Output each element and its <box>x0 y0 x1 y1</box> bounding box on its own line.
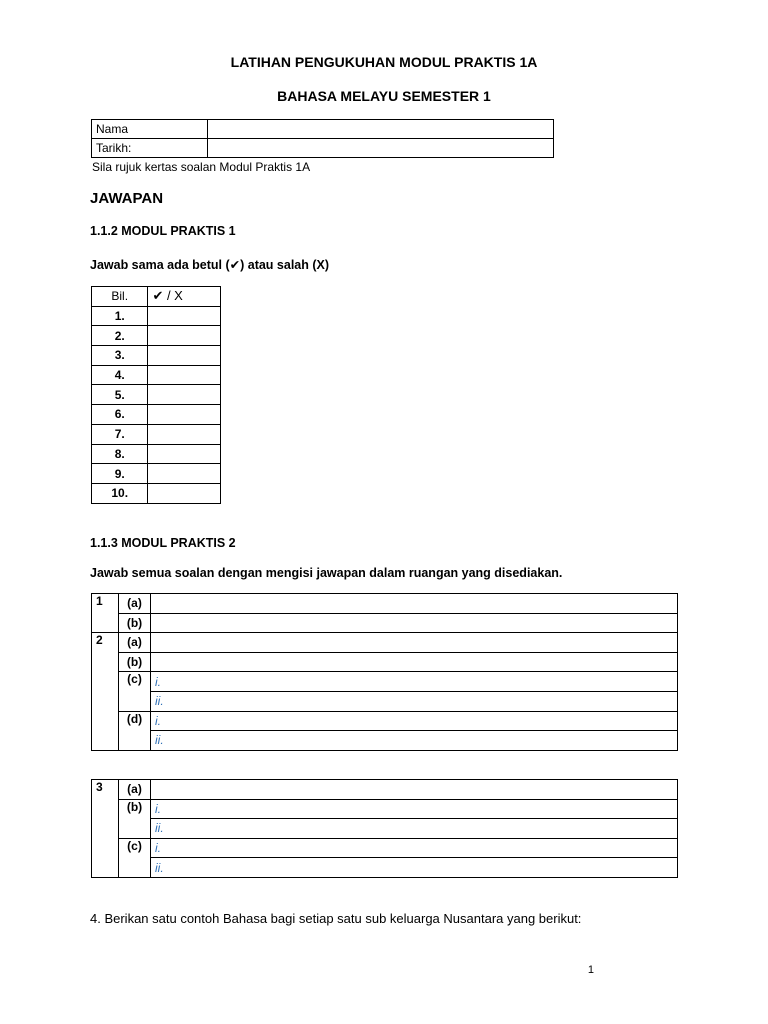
row-number: 7. <box>92 424 148 444</box>
answer-cell-roman[interactable]: ii. <box>151 858 678 878</box>
answer-cell-roman[interactable]: ii. <box>151 691 678 711</box>
answer-cell[interactable] <box>148 444 221 464</box>
question-number: 3 <box>92 780 119 878</box>
answer-cell[interactable] <box>151 594 678 614</box>
col-bil-header: Bil. <box>92 287 148 307</box>
answer-cell-roman[interactable]: i. <box>151 838 678 858</box>
answer-table-q1-q2 <box>91 593 678 751</box>
tarikh-field[interactable] <box>208 139 554 158</box>
page-title: LATIHAN PENGUKUHAN MODUL PRAKTIS 1A <box>230 54 538 70</box>
sub-label: (c) <box>119 672 151 711</box>
question-4: 4. Berikan satu contoh Bahasa bagi setiap satu sub keluarga Nusantara yang berikut: <box>90 911 582 926</box>
info-table <box>91 119 554 158</box>
sub-label: (a) <box>119 780 151 800</box>
section2-heading: 1.1.3 MODUL PRAKTIS 2 <box>90 536 236 550</box>
row-number: 8. <box>92 444 148 464</box>
section1-heading: 1.1.2 MODUL PRAKTIS 1 <box>90 224 236 238</box>
answer-cell[interactable] <box>151 613 678 633</box>
row-number: 5. <box>92 385 148 405</box>
answer-cell[interactable] <box>148 326 221 346</box>
page-subtitle: BAHASA MELAYU SEMESTER 1 <box>277 88 491 104</box>
answer-cell[interactable] <box>148 424 221 444</box>
col-mark-header: ✔ / X <box>148 287 221 307</box>
section2-instruction: Jawab semua soalan dengan mengisi jawapan dalam ruangan yang disediakan. <box>90 566 563 580</box>
betul-salah-table <box>91 286 221 504</box>
row-number: 9. <box>92 464 148 484</box>
sub-label: (a) <box>119 594 151 614</box>
row-number: 10. <box>92 483 148 503</box>
answer-cell[interactable] <box>151 633 678 653</box>
sub-label: (b) <box>119 799 151 838</box>
answer-cell-roman[interactable]: i. <box>151 672 678 692</box>
row-number: 3. <box>92 346 148 366</box>
tarikh-label: Tarikh: <box>92 139 208 158</box>
page-number: 1 <box>587 964 594 976</box>
answer-cell-roman[interactable]: ii. <box>151 819 678 839</box>
answer-cell[interactable] <box>148 346 221 366</box>
question-number: 1 <box>92 594 119 633</box>
question-number: 2 <box>92 633 119 751</box>
answer-cell[interactable] <box>148 385 221 405</box>
answer-cell-roman[interactable]: i. <box>151 799 678 819</box>
sub-label: (b) <box>119 652 151 672</box>
nama-field[interactable] <box>208 120 554 139</box>
row-number: 2. <box>92 326 148 346</box>
sub-label: (c) <box>119 838 151 877</box>
answer-table-q3 <box>91 779 678 878</box>
answer-cell[interactable] <box>148 405 221 425</box>
jawapan-heading: JAWAPAN <box>90 190 164 207</box>
sub-label: (b) <box>119 613 151 633</box>
sub-label: (a) <box>119 633 151 653</box>
answer-cell[interactable] <box>148 365 221 385</box>
answer-cell[interactable] <box>148 464 221 484</box>
row-number: 1. <box>92 306 148 326</box>
answer-cell[interactable] <box>148 306 221 326</box>
answer-cell-roman[interactable]: ii. <box>151 731 678 751</box>
sub-label: (d) <box>119 711 151 750</box>
row-number: 4. <box>92 365 148 385</box>
nama-label: Nama <box>92 120 208 139</box>
answer-cell[interactable] <box>151 780 678 800</box>
answer-cell-roman[interactable]: i. <box>151 711 678 731</box>
answer-cell[interactable] <box>151 652 678 672</box>
reference-note: Sila rujuk kertas soalan Modul Praktis 1A <box>92 160 311 174</box>
row-number: 6. <box>92 405 148 425</box>
answer-cell[interactable] <box>148 483 221 503</box>
section1-instruction: Jawab sama ada betul (✔) atau salah (X) <box>90 258 330 272</box>
